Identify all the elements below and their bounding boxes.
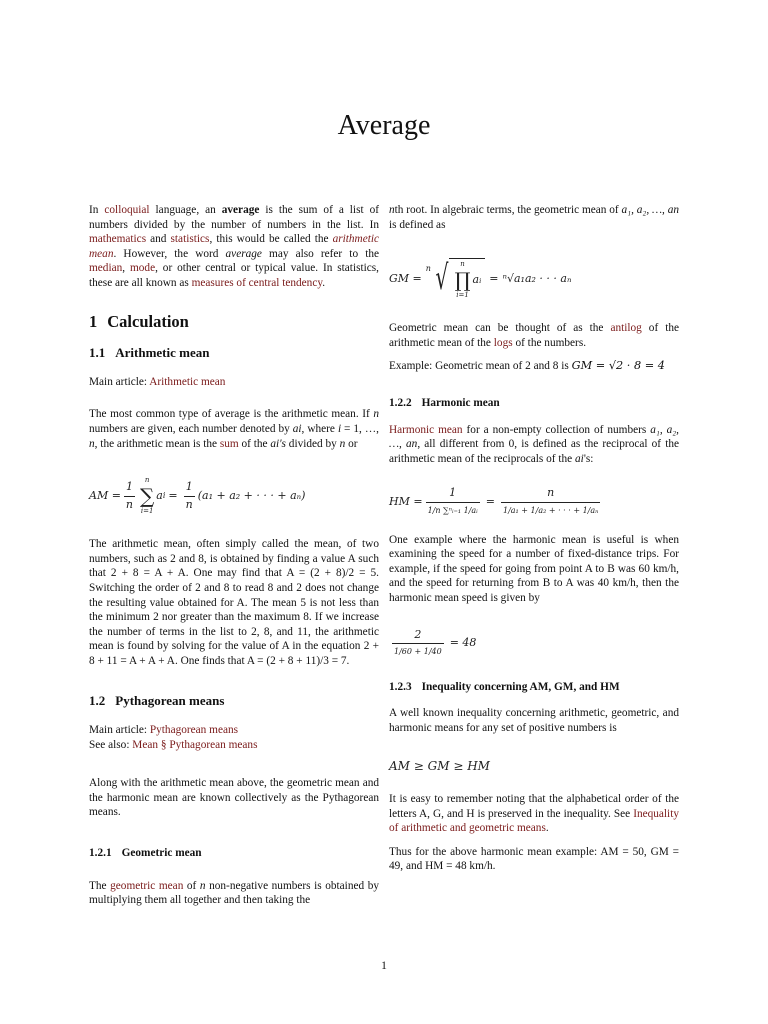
- page-title: Average: [337, 110, 431, 141]
- fraction-denominator: n: [185, 497, 193, 511]
- math-var: ai: [575, 452, 584, 465]
- text: , the arithmetic mean is the: [94, 437, 220, 450]
- sum-lower-limit: i=1: [140, 507, 154, 516]
- sum-operator: [140, 475, 154, 517]
- fraction: [392, 628, 444, 660]
- text: In: [89, 204, 105, 216]
- inequality-paragraph: A well known inequality concerning arithmetic, geometric, and harmonic means for any set of positive numbers is: [389, 707, 679, 734]
- subsubsection-heading-geometric-mean: [89, 846, 379, 861]
- formula-lhs: GM =: [389, 272, 422, 286]
- page-number: 1: [381, 960, 387, 972]
- text: .: [322, 276, 326, 289]
- math-var: a₁, a₂, …, an: [389, 423, 680, 451]
- text: or: [345, 437, 358, 450]
- formula-lhs: HM =: [389, 495, 423, 509]
- link-sum[interactable]: sum: [219, 437, 239, 450]
- link-median[interactable]: median: [89, 262, 123, 275]
- italic-term: average: [225, 247, 262, 260]
- product-symbol: ∏: [454, 268, 471, 293]
- text: It is easy to remember noting that the alphabetical order of the letters A, G, and H is preserved in the inequality. See: [389, 793, 679, 820]
- math-var: ai's: [270, 437, 286, 450]
- intro-paragraph: [89, 203, 379, 291]
- link-logs[interactable]: logs: [493, 336, 513, 349]
- link-mode[interactable]: mode: [129, 262, 156, 275]
- section-title: Geometric mean: [121, 847, 202, 860]
- text: Main article:: [89, 375, 150, 388]
- text: non-negative numbers is obtained by multiplying them all together and then taking the: [89, 879, 379, 907]
- formula-rhs: (a₁ + a₂ + · · · + aₙ): [197, 488, 306, 502]
- text: , all different from 0, is defined as the reciprocal of the arithmetic mean of the reciprocals of the: [389, 438, 679, 465]
- fraction-denominator: n: [125, 497, 134, 511]
- inequality-example-paragraph: Thus for the above harmonic mean example: AM = 50, GM = 49, and HM = 48 km/h.: [389, 845, 679, 873]
- sum-upper-limit: n: [144, 476, 150, 485]
- formula-subscript: i: [162, 490, 166, 500]
- equals-sign: =: [168, 488, 178, 502]
- text: numbers are given, each number denoted by: [89, 422, 293, 435]
- radical-sign: √: [435, 258, 449, 299]
- text: The most common type of average is the arithmetic mean. If: [89, 408, 374, 421]
- text: The: [89, 879, 111, 892]
- arithmetic-mean-example-paragraph: The arithmetic mean, often simply called the mean, of two numbers, such as 2 and 8, is obtained by finding a value A such that 2 + 8 = A + A. One may find that A = (2 + 8)/2 = 5. Switching the order of 2 and 8 to read 8 and 2 does not change the resulting value obtained for A. The mean 5 is not less than the minimum 2 nor greater than the maximum 8. If we increase the number of terms in the list to 2, 8, and 11, the arithmetic mean is found by solving for the value of A in the equation 2 + 8 + 11 = A + A + A. One finds that A = (2 + 8 + 11)/3 = 7.: [89, 538, 379, 667]
- text: = 1, …,: [341, 422, 379, 435]
- formula-geometric-mean: [389, 258, 679, 301]
- subsubsection-heading-harmonic-mean: [389, 396, 679, 411]
- subsubsection-heading-inequality: [389, 680, 679, 695]
- text: of the: [238, 437, 271, 450]
- formula-rhs: = 48: [449, 636, 477, 650]
- link-geometric-mean[interactable]: geometric mean: [110, 879, 184, 892]
- text: is the sum of a list of numbers divided by the number of numbers in the list. In: [89, 204, 379, 231]
- bold-term: average: [221, 204, 260, 216]
- section-title: Inequality concerning AM, GM, and HM: [421, 680, 620, 693]
- fraction-numerator: 1: [449, 486, 457, 500]
- section-title: Calculation: [107, 311, 189, 331]
- math-var: i: [337, 422, 342, 435]
- section-number: 1.2: [89, 693, 106, 709]
- link-see-also-mean[interactable]: Mean § Pythagorean means: [132, 738, 258, 751]
- product-upper-limit: n: [460, 260, 465, 269]
- nth-root: [426, 258, 486, 301]
- main-article-note: [89, 723, 379, 752]
- text: Main article:: [89, 724, 150, 737]
- text: Example: Geometric mean of 2 and 8 is: [389, 360, 572, 373]
- geometric-mean-paragraph-start: [89, 879, 379, 908]
- geometric-mean-paragraph-cont: [389, 203, 679, 232]
- math-var: a₁, a₂, …, an: [621, 204, 679, 216]
- section-number: 1: [89, 311, 98, 331]
- equals-sign: =: [489, 272, 499, 286]
- sum-symbol: ∑: [140, 484, 155, 509]
- main-article-note: [89, 375, 379, 390]
- root-index: n: [425, 264, 431, 274]
- text: language, an: [149, 204, 222, 216]
- formula-inequality: AM ≥ GM ≥ HM: [389, 759, 490, 774]
- text: for a non-empty collection of numbers: [462, 423, 651, 436]
- link-main-pythagorean-means[interactable]: Pythagorean means: [149, 724, 239, 737]
- harmonic-mean-paragraph: [389, 423, 679, 467]
- text: . However, the word: [113, 247, 226, 260]
- product-lower-limit: i=1: [456, 291, 469, 300]
- inequality-note-paragraph: [389, 792, 679, 836]
- math-var: n: [339, 437, 346, 450]
- fraction-numerator: n: [547, 486, 555, 500]
- section-number: 1.2.2: [389, 396, 412, 409]
- inline-math: GM = √2 · 8 = 4: [571, 359, 665, 373]
- formula-harmonic-example: [389, 628, 679, 660]
- fraction-numerator: 1: [125, 480, 133, 494]
- text: of the arithmetic mean of the: [389, 322, 679, 349]
- formula-harmonic-mean: [389, 486, 679, 518]
- harmonic-example-paragraph: One example where the harmonic mean is useful is when examining the speed for a number of fixed-distance trips. For example, if the speed for going from point A to B was 60 km/h, and the speed for returning from B to A was 40 km/h, then the harmonic mean speed is given by: [389, 533, 679, 604]
- subsection-heading-pythagorean-means: [89, 694, 379, 709]
- link-inequality-am-gm[interactable]: Inequality of arithmetic and geometric means: [389, 807, 679, 835]
- math-var: n: [373, 408, 379, 421]
- link-colloquial[interactable]: colloquial: [104, 204, 150, 216]
- equals-sign: =: [485, 495, 495, 509]
- text: and: [146, 233, 171, 246]
- fraction-numerator: 2: [414, 627, 422, 641]
- subsection-heading-arithmetic-mean: [89, 346, 379, 361]
- text: See also:: [89, 738, 133, 751]
- link-arithmetic-mean[interactable]: arithmetic mean: [89, 233, 379, 260]
- link-harmonic-mean[interactable]: Harmonic mean: [389, 423, 463, 436]
- fraction: [501, 486, 600, 518]
- fraction-denominator: 1/60 + 1/40: [392, 643, 444, 660]
- fraction-denominator: 1/a₁ + 1/a₂ + · · · + 1/aₙ: [501, 502, 600, 519]
- fraction: [184, 480, 195, 512]
- geometric-example-paragraph: [389, 359, 679, 374]
- antilog-paragraph: [389, 321, 679, 350]
- text: , or other central or typical value. In statistics, these are all known as: [89, 262, 379, 289]
- section-number: 1.2.3: [389, 680, 412, 693]
- text: of: [183, 879, 200, 892]
- section-title: Pythagorean means: [115, 693, 225, 709]
- text: may also refer to the: [261, 247, 379, 260]
- root-body: [449, 258, 486, 301]
- text: th root. In algebraic terms, the geometric mean of: [394, 204, 622, 216]
- fraction: [426, 486, 480, 518]
- fraction-numerator: 1: [185, 480, 193, 494]
- text: is defined as: [389, 218, 446, 231]
- math-var: n: [389, 204, 395, 216]
- text: .: [545, 822, 549, 835]
- formula-term: a: [156, 488, 163, 502]
- arithmetic-mean-paragraph: [89, 407, 379, 451]
- section-number: 1.1: [89, 345, 106, 361]
- product-operator: [455, 259, 471, 301]
- formula-lhs: AM =: [89, 488, 121, 502]
- formula-rhs: ⁿ√a₁a₂ · · · aₙ: [502, 272, 572, 286]
- text: of the numbers.: [512, 336, 587, 349]
- right-column: [389, 203, 679, 883]
- pythagorean-means-paragraph: Along with the arithmetic mean above, the geometric mean and the harmonic mean are known collectively as the Pythagorean means.: [89, 777, 379, 819]
- text: ,: [122, 262, 130, 275]
- math-var: ai: [292, 422, 302, 435]
- link-antilog[interactable]: antilog: [610, 322, 642, 335]
- text: Geometric mean can be thought of as the: [389, 322, 611, 335]
- text: divided by: [285, 437, 340, 450]
- section-number: 1.2.1: [89, 847, 112, 860]
- formula-arithmetic-mean: [89, 475, 379, 517]
- text: , where: [301, 422, 338, 435]
- text: 's:: [583, 452, 594, 465]
- math-var: n: [89, 437, 95, 450]
- formula-term: aᵢ: [472, 272, 482, 286]
- section-title: Harmonic mean: [421, 396, 500, 409]
- section-title: Arithmetic mean: [115, 345, 210, 361]
- link-statistics[interactable]: statistics: [170, 233, 210, 246]
- math-var: n: [199, 879, 206, 892]
- fraction: [124, 480, 135, 512]
- section-heading-calculation: [89, 311, 379, 331]
- left-column: [89, 203, 379, 917]
- fraction-denominator: 1/n ∑ⁿᵢ₌₁ 1/aᵢ: [426, 502, 480, 519]
- link-mathematics[interactable]: mathematics: [89, 233, 147, 246]
- link-main-arithmetic-mean[interactable]: Arithmetic mean: [149, 375, 226, 388]
- link-central-tendency[interactable]: measures of central tendency: [191, 276, 323, 289]
- text: , this would be called the: [209, 233, 333, 246]
